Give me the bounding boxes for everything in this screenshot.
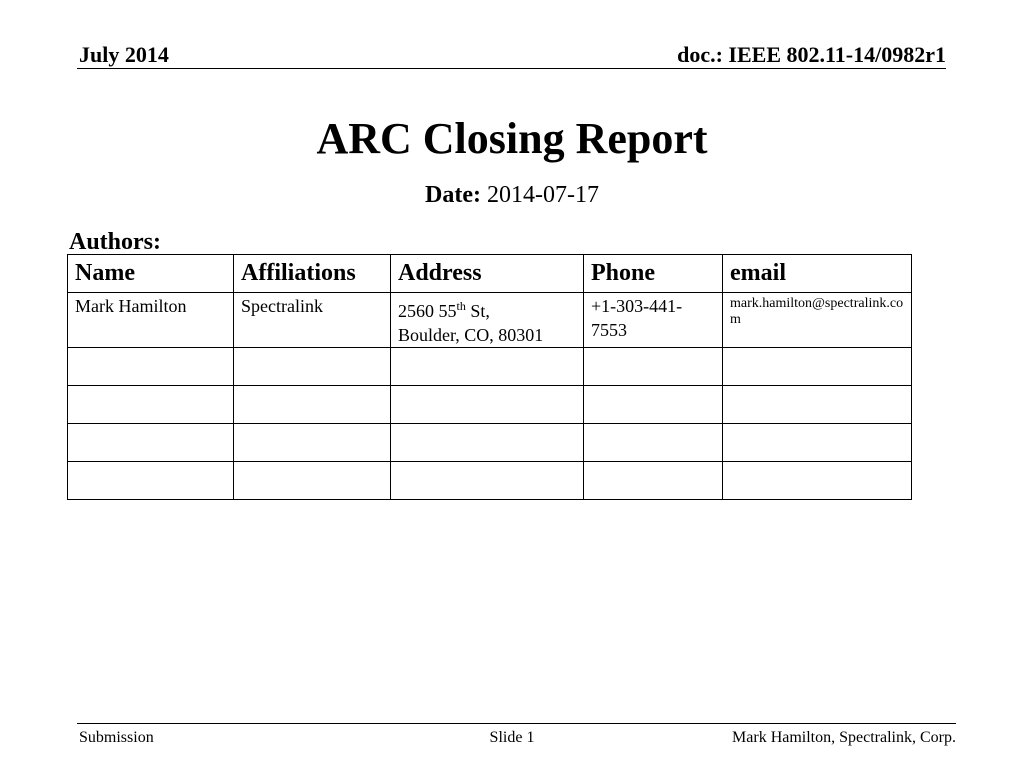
empty-cell (584, 424, 723, 462)
empty-cell (584, 462, 723, 500)
empty-cell (234, 462, 391, 500)
column-header-address: Address (391, 255, 584, 293)
table-row (68, 462, 912, 500)
table-row (68, 386, 912, 424)
header-date: July 2014 (79, 42, 169, 67)
empty-cell (68, 424, 234, 462)
footer-slide-number: Slide 1 (489, 729, 535, 746)
empty-cell (391, 348, 584, 386)
empty-cell (391, 386, 584, 424)
authors-label: Authors: (69, 229, 162, 255)
header-divider (77, 68, 946, 69)
empty-cell (68, 348, 234, 386)
footer-author: Mark Hamilton, Spectralink, Corp. (732, 729, 956, 746)
author-address-cell (391, 293, 584, 348)
address-city-line: Boulder, CO, 80301 (398, 325, 544, 345)
column-header-email: email (723, 255, 912, 293)
author-affiliation-cell: Spectralink (234, 293, 391, 348)
empty-cell (234, 424, 391, 462)
empty-cell (234, 386, 391, 424)
footer-divider (77, 723, 956, 724)
empty-cell (68, 462, 234, 500)
table-header-row (68, 255, 912, 293)
header-doc-id: doc.: IEEE 802.11-14/0982r1 (677, 42, 946, 67)
date-value: 2014-07-17 (486, 182, 599, 208)
empty-cell (723, 424, 912, 462)
empty-cell (723, 462, 912, 500)
empty-cell (723, 386, 912, 424)
author-email-cell: mark.hamilton@spectralink.com (723, 293, 912, 348)
author-phone-cell: +1-303-441-7553 (584, 293, 723, 348)
slide-title: ARC Closing Report (316, 114, 708, 163)
table-row (68, 293, 912, 348)
empty-cell (391, 462, 584, 500)
address-street-suffix: St, (465, 301, 490, 321)
address-street-number: 2560 55 (398, 301, 457, 321)
author-name-cell: Mark Hamilton (68, 293, 234, 348)
date-label: Date: (425, 182, 481, 208)
empty-cell (723, 348, 912, 386)
empty-cell (391, 424, 584, 462)
column-header-phone: Phone (584, 255, 723, 293)
footer-submission: Submission (79, 729, 154, 746)
column-header-affiliations: Affiliations (234, 255, 391, 293)
column-header-name: Name (68, 255, 234, 293)
empty-cell (68, 386, 234, 424)
authors-table (67, 254, 912, 500)
date-line (0, 180, 1024, 210)
table-row (68, 348, 912, 386)
empty-cell (584, 386, 723, 424)
empty-cell (584, 348, 723, 386)
address-ordinal-suffix: th (456, 299, 466, 313)
empty-cell (234, 348, 391, 386)
table-row (68, 424, 912, 462)
